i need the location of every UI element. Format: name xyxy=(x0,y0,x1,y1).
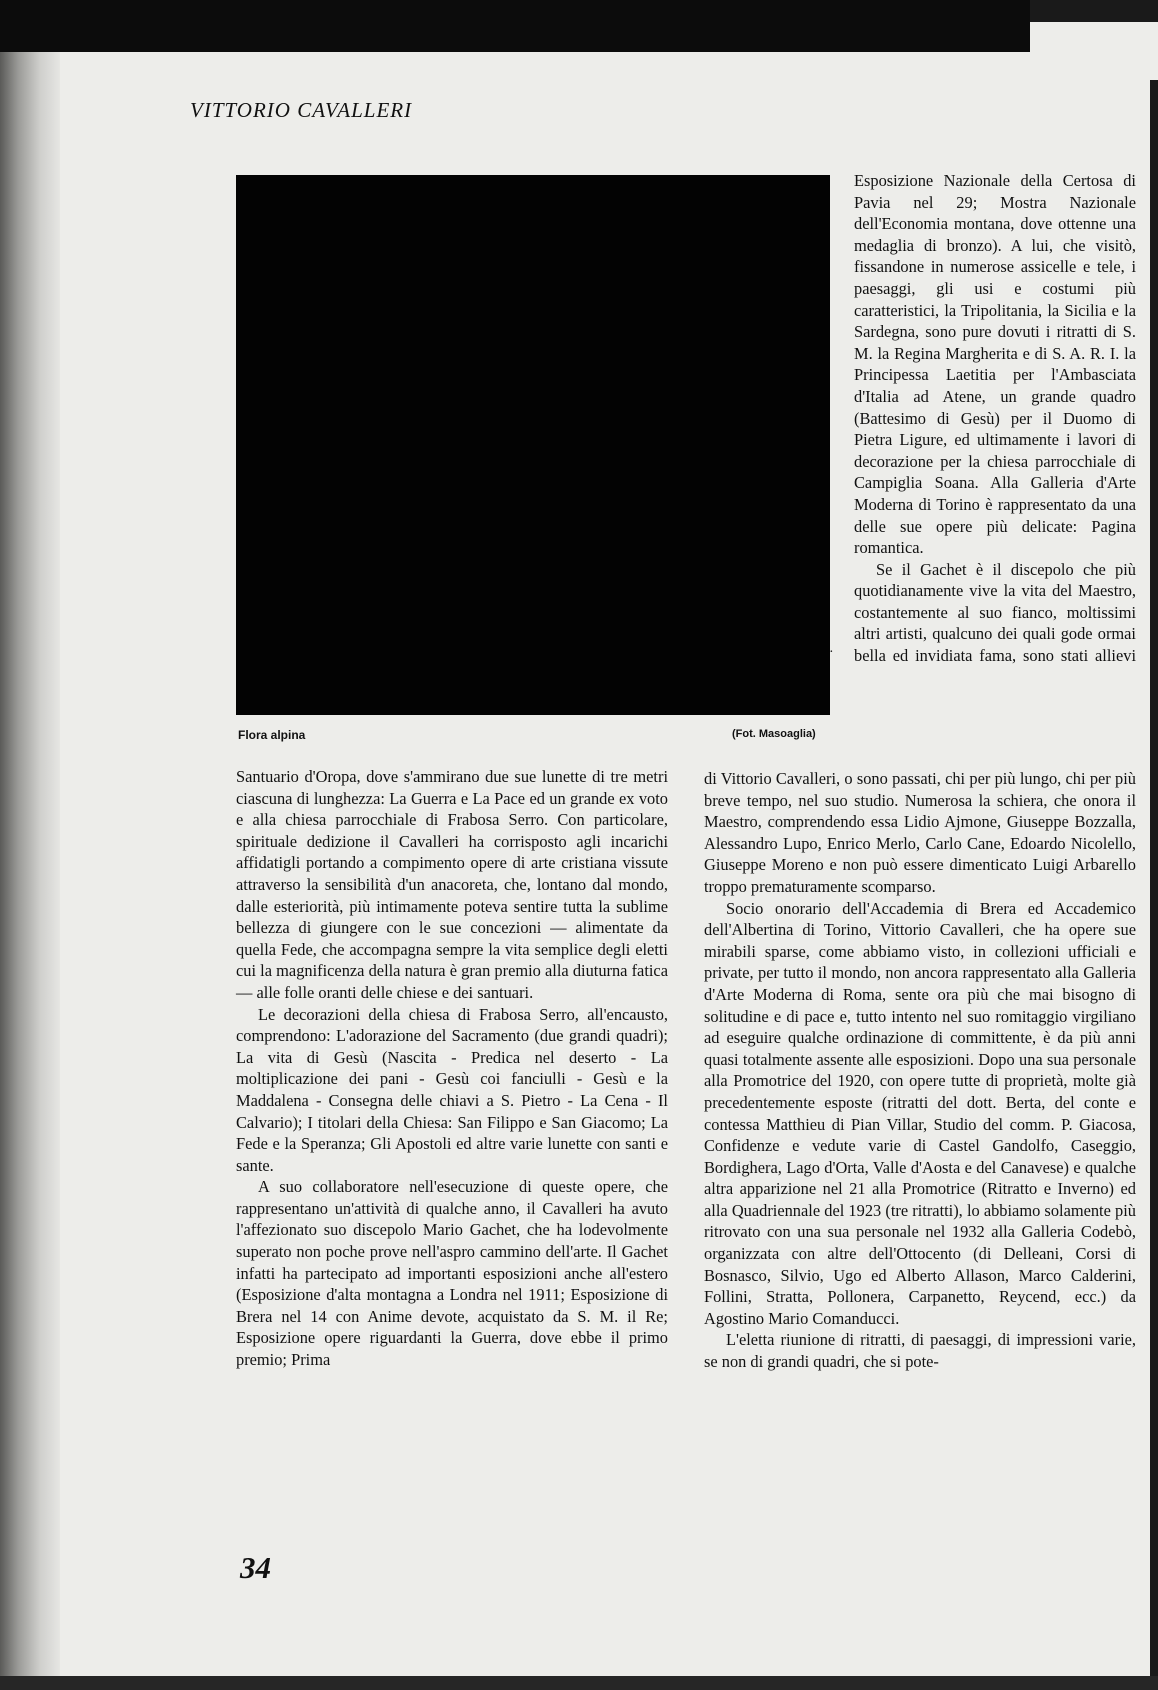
stray-dot-mark: · xyxy=(829,645,834,660)
scan-bottom-edge xyxy=(0,1676,1158,1690)
paragraph: Socio onorario dell'Accademia di Brera ed Accademico dell'Albertina di Torino, Vittorio Cavalleri, che ha opere sue mirabili sparse, come abbiamo visto, in collezioni ufficiali e private, per tutto il mondo, non ancora rappresentato alla Galleria d'Arte Moderna di Roma, sente ora più che mai bisogno di solitudine e di pace e, tutto intento nel suo romitaggio virgiliano ad eseguire qualche ordinazione di committente, è da più anni quasi totalmente assente alle esposizioni. Dopo una sua personale alla Promotrice del 1920, con opere tutte di proprietà, molte già precedentemente esposte (ritratti del dott. Berta, del conte e contessa Matthieu di Pian Villar, Studio del comm. P. Giacosa, Confidenze e vedute varie di Castel Gandolfo, Caseggio, Bordighera, Lago d'Orta, Valle d'Aosta e del Canavese) e qualche altra apparizione nel 21 alla Promotrice (Ritratto e Inverno) ed alla Quadriennale del 1923 (tre ritratti), lo abbiamo solamente più ritrovato con una sua personale nel 1932 alla Galleria Codebò, organizzata con altre dell'Ottocento (di Delleani, Corsi di Bosnasco, Silvio, Ugo ed Alberto Allason, Marco Calderini, Follini, Stratta, Pollonera, Carpanetto, Reycend, ecc.) da Agostino Mario Comanducci. xyxy=(704,898,1136,1328)
text-column-right-top xyxy=(854,170,1136,667)
text-column-right-bottom xyxy=(704,768,1136,1373)
text-column-left xyxy=(236,766,668,1371)
paragraph: Santuario d'Oropa, dove s'ammirano due sue lunette di tre metri ciascuna di lunghezza: La Guerra e La Pace ed un grande ex voto e alla chiesa parrocchiale di Frabosa Serro. Con particolare, spirituale dedizione il Cavalleri ha corrisposto agli incarichi affidatigli portando a compimento opere di arte cristiana vissute attraverso la sensibilità d'un anacoreta, che, lontano dal mondo, dalle esteriorità, più intimamente poteva sentire tutta la sublime bellezza di giungere con le sue concezioni — alimentate da quella Fede, che accompagna sempre la vita semplice degli eletti cui la magnificenza della natura è gran premio alla diuturna fatica — alle folle oranti delle chiese e dei santuari. xyxy=(236,767,668,1002)
paragraph: Esposizione Nazionale della Certosa di Pavia nel 29; Mostra Nazionale dell'Economia montana, dove ottenne una medaglia di bronzo). A lui, che visitò, fissandone in numerose assicelle e tele, i paesaggi, gli usi e costumi più caratteristici, la Tripolitania, la Sicilia e la Sardegna, sono pure dovuti i ritratti di S. M. la Regina Margherita e di S. A. R. I. la Principessa Laetitia per l'Ambasciata d'Italia ad Atene, un grande quadro (Battesimo di Gesù) per il Duomo di Pietra Ligure, ed ultimamente i lavori di decorazione per la chiesa parrocchiale di Campiglia Soana. Alla Galleria d'Arte Moderna di Torino è rappresentato da una delle sue opere più delicate: Pagina romantica. xyxy=(854,171,1136,558)
page-number: 34 xyxy=(240,1550,271,1585)
figure-caption: Flora alpina xyxy=(238,728,306,742)
paragraph: di Vittorio Cavalleri, o sono passati, chi per più lungo, chi per più breve tempo, nel suo studio. Numerosa la schiera, che onora il Maestro, comprendendo essa Lidio Ajmone, Giuseppe Bozzalla, Alessandro Lupo, Enrico Merlo, Carlo Cane, Edoardo Nicolello, Giuseppe Moreno e non può essere dimenticato Luigi Arbarello troppo prematuramente scomparso. xyxy=(704,769,1136,896)
binding-gutter-shadow xyxy=(0,52,60,1690)
paragraph: Le decorazioni della chiesa di Frabosa Serro, all'encausto, comprendono: L'adorazione del Sacramento (due grandi quadri); La vita di Gesù (Nascita - Predica nel deserto - La moltiplicazione dei pani - Gesù coi fanciulli - Gesù e la Maddalena - Consegna delle chiavi a S. Pietro - La Cena - Il Calvario); I titolari della Chiesa: San Filippo e San Giacomo; La Fede e la Speranza; Gli Apostoli ed altre varie lunette con santi e sante. xyxy=(236,1004,668,1175)
paragraph: L'eletta riunione di ritratti, di paesaggi, di impressioni varie, se non di grandi quadri, che si pote- xyxy=(704,1330,1136,1372)
illustration-plate xyxy=(236,175,830,715)
scan-top-right-band xyxy=(1030,0,1158,22)
running-title: VITTORIO CAVALLERI xyxy=(190,98,413,122)
paragraph: Se il Gachet è il discepolo che più quotidianamente vive la vita del Maestro, costantemente al suo fianco, moltissimi altri artisti, qualcuno dei quali gode ormai bella ed invidiata fama, sono stati allievi xyxy=(854,559,1136,666)
paragraph: A suo collaboratore nell'esecuzione di queste opere, che rappresentano un'attività di qualche anno, il Cavalleri ha avuto l'affezionato suo discepolo Mario Gachet, che ha lodevolmente superato non poche prove nell'aspro cammino dell'arte. Il Gachet infatti ha partecipato ad importanti esposizioni anche all'estero (Esposizione d'alta montagna a Londra nel 1911; Esposizione di Brera nel 14 con Anime devote, acquistato da S. M. il Re; Esposizione opere riguardanti la Guerra, dove ebbe il primo premio; Prima xyxy=(236,1177,668,1370)
scan-top-band xyxy=(0,0,1030,52)
scan-right-edge xyxy=(1150,80,1158,1690)
photo-credit: (Fot. Masoaglia) xyxy=(732,728,816,740)
